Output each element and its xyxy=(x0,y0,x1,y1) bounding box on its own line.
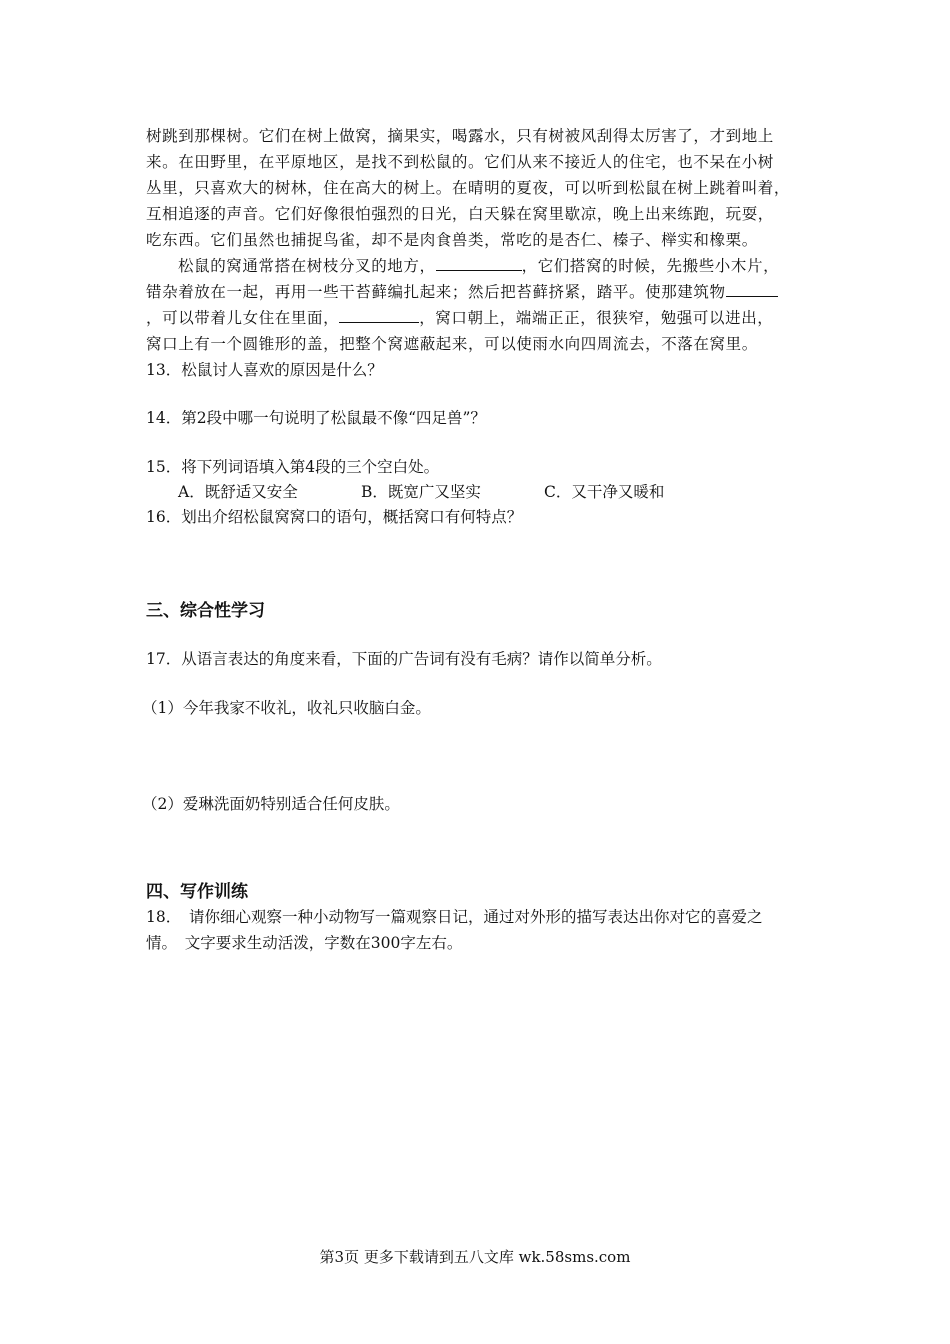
passage-line-2: 来。在田野里，在平原地区，是找不到松鼠的。它们从来不接近人的住宅，也不呆在小树 xyxy=(146,153,774,171)
option-b: B．既宽广又坚实 xyxy=(361,483,481,501)
option-a: A．既舒适又安全 xyxy=(178,483,298,501)
fill-blank-2[interactable] xyxy=(339,308,419,323)
passage-line-5: 吃东西。它们虽然也捕捉鸟雀，却不是肉食兽类，常吃的是杏仁、榛子、榉实和橡栗。 xyxy=(146,231,758,249)
option-c: C．又干净又暖和 xyxy=(544,483,665,501)
question-15: 15．将下列词语填入第4段的三个空白处。 xyxy=(146,458,440,476)
para4-line-1 xyxy=(178,255,779,277)
question-14: 14．第2段中哪一句说明了松鼠最不像“四足兽”？ xyxy=(146,409,486,427)
para4-line-3 xyxy=(146,307,773,329)
para4-line-2 xyxy=(146,281,778,303)
question-17: 17．从语言表达的角度来看，下面的广告词有没有毛病？请作以简单分析。 xyxy=(146,650,662,668)
fill-blank-3[interactable] xyxy=(726,282,778,297)
para4-text-b: ，它们搭窝的时候，先搬些小木片， xyxy=(521,257,780,275)
para4-text-a: 松鼠的窝通常搭在树枝分叉的地方， xyxy=(178,257,436,275)
question-17-item-1: （1）今年我家不收礼，收礼只收脑白金。 xyxy=(142,699,431,717)
question-13: 13．松鼠讨人喜欢的原因是什么？ xyxy=(146,361,383,379)
question-18-line-2: 情。 文字要求生动活泼，字数在300字左右。 xyxy=(146,934,463,952)
page-footer: 第3页 更多下载请到五八文库 wk.58sms.com xyxy=(319,1248,631,1266)
para4-text-c: 错杂着放在一起，再用一些干苔藓编扎起来；然后把苔藓挤紧，踏平。使那建筑物 xyxy=(146,283,726,301)
para4-text-d: ，可以带着儿女住在里面， xyxy=(146,309,340,327)
section-title-3: 三、综合性学习 xyxy=(146,601,265,621)
fill-blank-1[interactable] xyxy=(436,256,522,271)
passage-line-4: 互相追逐的声音。它们好像很怕强烈的日光，白天躲在窝里歇凉，晚上出来练跑，玩耍， xyxy=(146,205,774,223)
passage-line-3: 丛里，只喜欢大的树林，住在高大的树上。在晴明的夏夜，可以听到松鼠在树上跳着叫着， xyxy=(146,179,791,197)
question-18-line-1: 18． 请你细心观察一种小动物写一篇观察日记，通过对外形的描写表达出你对它的喜爱之 xyxy=(146,908,763,926)
question-17-item-2: （2）爱琳洗面奶特别适合任何皮肤。 xyxy=(142,795,400,813)
para4-line-4: 窝口上有一个圆锥形的盖，把整个窝遮蔽起来，可以使雨水向四周流去，不落在窝里。 xyxy=(146,335,758,353)
para4-text-e: ，窝口朝上，端端正正，很狭窄，勉强可以进出， xyxy=(419,309,774,327)
section-title-4: 四、写作训练 xyxy=(146,882,248,902)
passage-line-1: 树跳到那棵树。它们在树上做窝，摘果实，喝露水，只有树被风刮得太厉害了，才到地上 xyxy=(146,127,774,145)
question-16: 16．划出介绍松鼠窝窝口的语句，概括窝口有何特点？ xyxy=(146,508,523,526)
